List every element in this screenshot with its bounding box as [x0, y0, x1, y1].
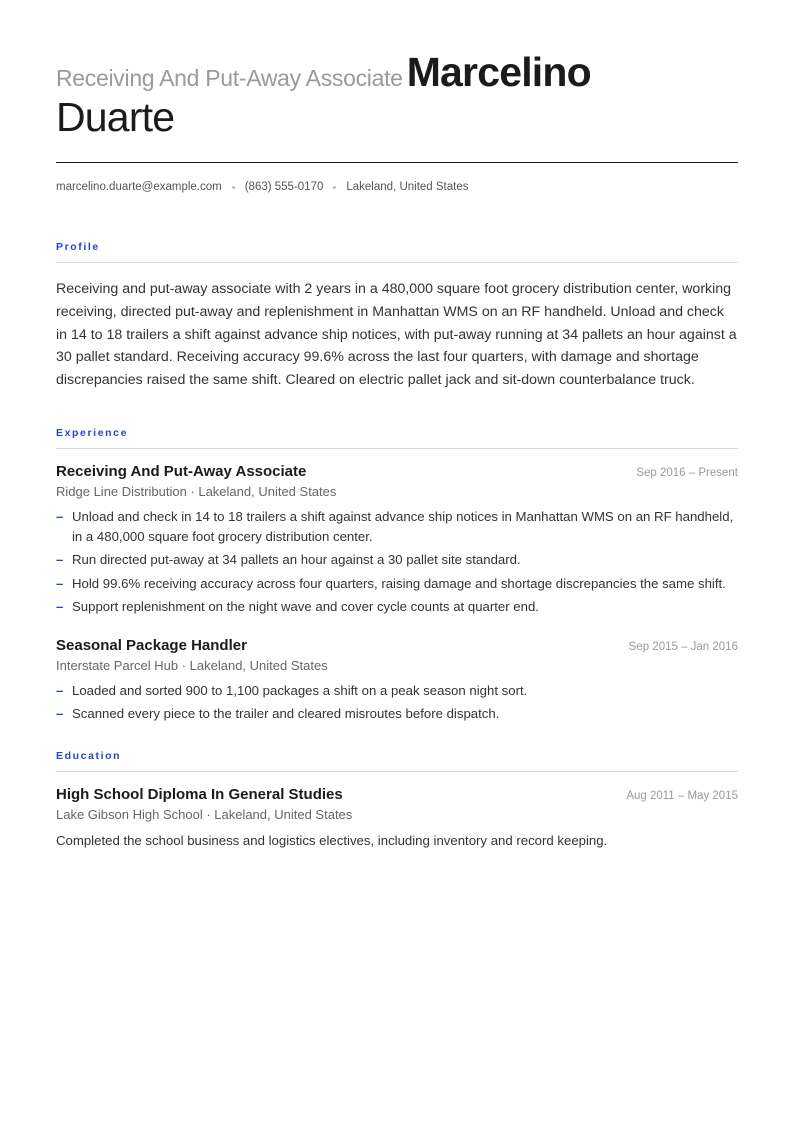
bullet-item [56, 507, 738, 546]
job-title: Seasonal Package Handler [56, 636, 247, 654]
experience-entry [56, 463, 738, 617]
dash-icon: – [56, 575, 64, 591]
entry-header [56, 786, 738, 803]
education-section [56, 750, 738, 850]
section-title-profile: Profile [56, 241, 100, 254]
contact-phone[interactable]: (863) 555-0170 [244, 181, 324, 194]
bullet-item [56, 574, 738, 594]
job-title: Receiving And Put-Away Associate [56, 65, 403, 91]
section-divider [56, 771, 738, 772]
dash-icon: – [56, 599, 64, 615]
contact-separator-dot [333, 186, 336, 189]
experience-section [56, 427, 738, 724]
contact-separator-dot [232, 186, 235, 189]
section-divider [56, 448, 738, 449]
company-location: Ridge Line Distribution · Lakeland, United States [56, 484, 337, 500]
section-divider [56, 262, 738, 263]
header-divider [56, 162, 738, 163]
dash-icon: – [56, 706, 64, 722]
section-title-education: Education [56, 749, 122, 762]
dash-icon: – [56, 682, 64, 698]
company-location: Interstate Parcel Hub · Lakeland, United States [56, 657, 328, 673]
section-title-experience: Experience [56, 427, 129, 440]
profile-summary: Receiving and put-away associate with 2 years in a 480,000 square foot grocery distribution center, working receiving, directed put-away and replenishment in Manhattan WMS on an RF handheld. Unload and check in 14 to 18 trailers a shift against advance ship notices, with put-away running at 34 pallets an hour against a 30 pallet standard. Receiving accuracy 99.6% across the last four quarters, with damage and shortage discrepancies raised the same shift. Cleared on electric pallet jack and sit-down counterbalance truck. [56, 281, 737, 389]
title-line [56, 49, 738, 95]
education-entry [56, 786, 738, 850]
resume-page [56, 0, 738, 850]
profile-section [56, 241, 738, 392]
bullet-list [56, 507, 738, 617]
bullet-text: Hold 99.6% receiving accuracy across four quarters, raising damage and shortage discrepancies the same shift. [72, 575, 726, 591]
bullet-item [56, 704, 738, 724]
resume-header [56, 0, 738, 193]
first-name: Marcelino [406, 49, 591, 95]
bullet-text: Run directed put-away at 34 pallets an hour against a 30 pallet site standard. [72, 552, 521, 568]
education-dates: Aug 2011 – May 2015 [626, 789, 738, 802]
dash-icon: – [56, 509, 64, 525]
job-title: Receiving And Put-Away Associate [56, 463, 307, 481]
contact-info [56, 181, 738, 193]
bullet-list [56, 681, 738, 724]
contact-location: Lakeland, United States [346, 181, 469, 194]
bullet-text: Unload and check in 14 to 18 trailers a shift against advance ship notices in Manhattan WMS on an RF handheld, in a 480,000 square foot grocery distribution center. [72, 509, 734, 544]
job-dates: Sep 2016 – Present [636, 467, 738, 480]
bullet-text: Support replenishment on the night wave and cover cycle counts at quarter end. [72, 599, 539, 615]
dash-icon: – [56, 552, 64, 568]
contact-email[interactable]: marcelino.duarte@example.com [56, 181, 222, 194]
education-description: Completed the school business and logistics electives, including inventory and record keeping. [56, 832, 608, 848]
last-name: Duarte [56, 94, 175, 140]
experience-entry [56, 637, 738, 724]
bullet-item [56, 550, 738, 570]
bullet-item [56, 597, 738, 617]
bullet-item [56, 681, 738, 701]
entry-header [56, 637, 738, 654]
degree-title: High School Diploma In General Studies [56, 785, 343, 803]
job-dates: Sep 2015 – Jan 2016 [628, 640, 738, 653]
bullet-text: Loaded and sorted 900 to 1,100 packages a shift on a peak season night sort. [72, 682, 528, 698]
entry-header [56, 463, 738, 480]
school-location: Lake Gibson High School · Lakeland, United States [56, 806, 353, 822]
bullet-text: Scanned every piece to the trailer and cleared misroutes before dispatch. [72, 706, 500, 722]
